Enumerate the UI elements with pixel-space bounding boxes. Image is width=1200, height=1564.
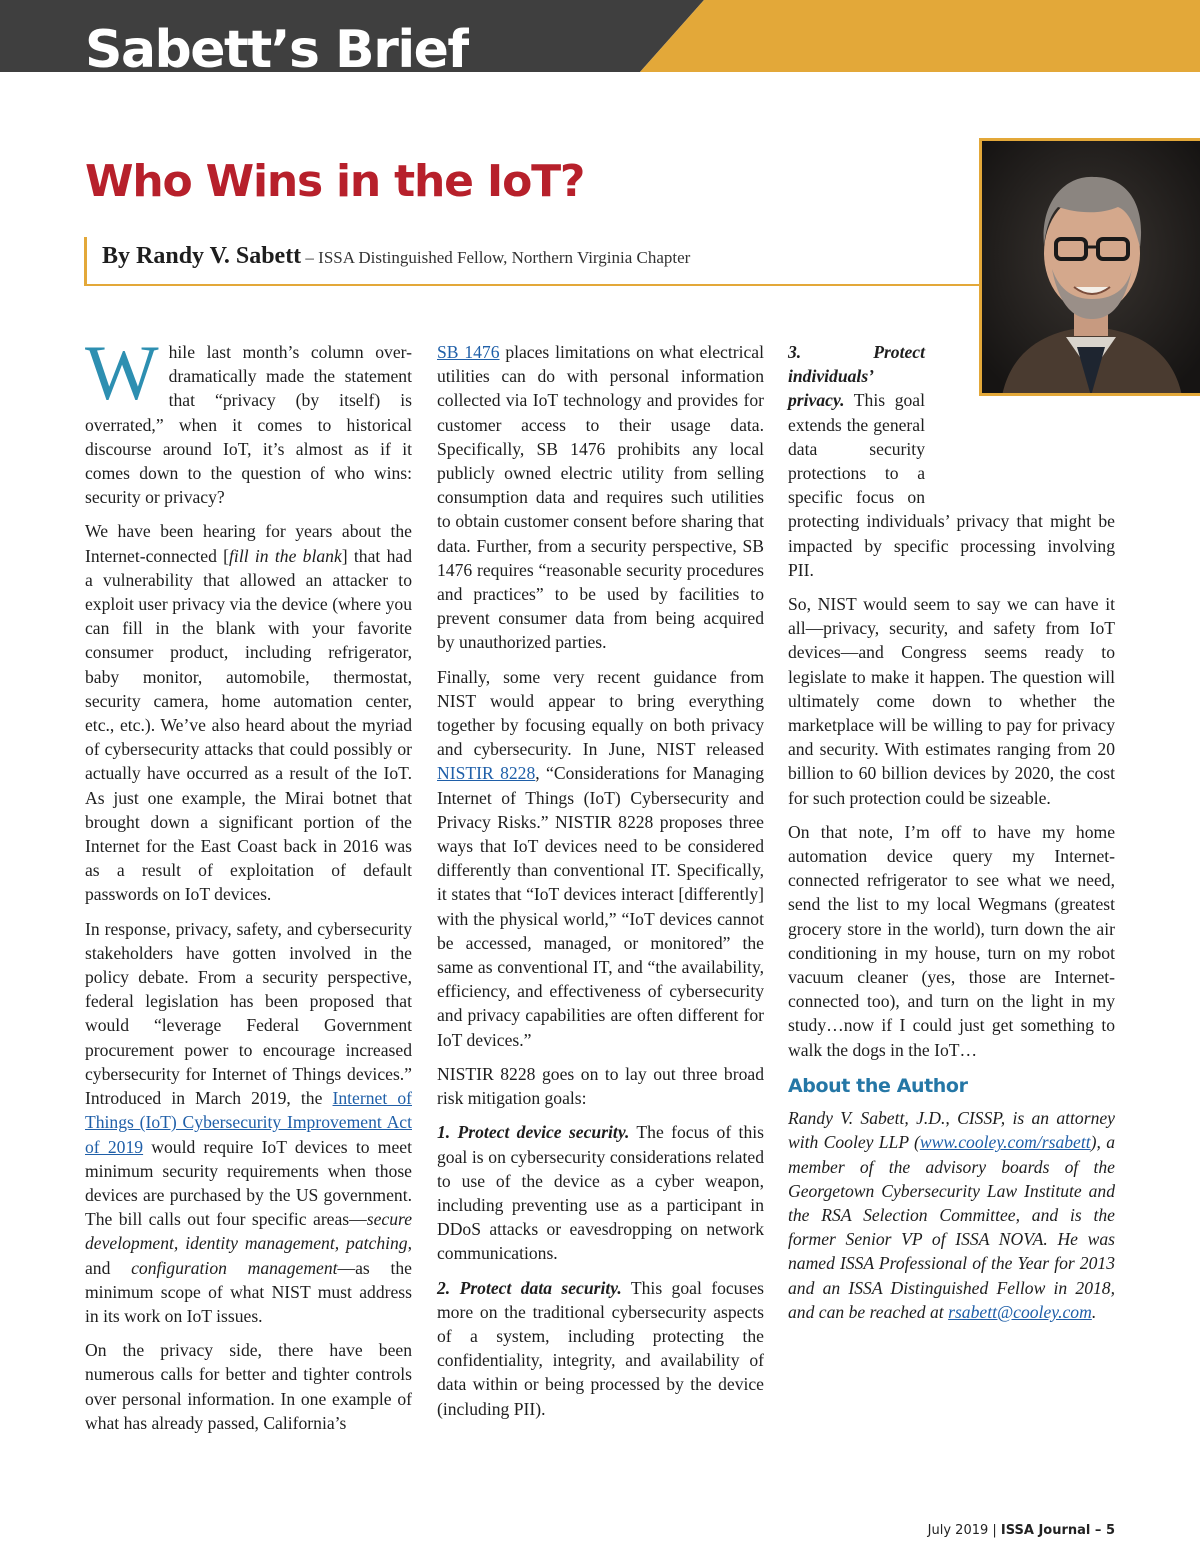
page-footer	[928, 1523, 1115, 1538]
goal-heading: 1. Protect device security.	[437, 1122, 630, 1143]
link-cooley-profile[interactable]: www.cooley.com/rsabett	[919, 1132, 1091, 1153]
about-author-heading: About the Author	[788, 1074, 968, 1097]
bio-text: ), a member of the advisory boards of the Georgetown Cybersecurity Law Institute and the RSA Selection Committee, and is the former Senior VP of ISSA NOVA. He was named ISSA Professional of the Year for 2013 and an ISSA Distinguished Fellow in 2018, and can be reached at	[788, 1132, 1115, 1322]
article-title: Who Wins in the IoT?	[85, 156, 585, 207]
paragraph-text: This goal focuses more on the traditional cybersecurity aspects of a system, including protecting the confidentiality, integrity, and availability of data within or being processed by the device (including PII).	[437, 1277, 764, 1419]
article-column-3	[788, 340, 1115, 1334]
link-nistir-8228[interactable]: NISTIR 8228	[437, 763, 536, 784]
paragraph-intro	[85, 329, 412, 509]
paragraph-text: Finally, some very recent guidance from NIST would appear to bring everything together by focusing equally on both privacy and cybersecurity. In June, NIST released	[437, 666, 764, 760]
paragraph-text: We have been hearing for years about the Internet-connected [	[85, 521, 412, 566]
paragraph-have-it-all: So, NIST would seem to say we can have it all—privacy, security, and safety from IoT devices—and Congress seems ready to legislate to make it happen. The question will ultimately come down to whether the marketplace will be willing to pay for privacy and security. With estimates ranging from 20 billion to 60 billion devices by 2020, the cost for such protection could be sizeable.	[788, 594, 1115, 808]
link-sb-1476[interactable]: SB 1476	[437, 342, 500, 362]
paragraph-sb1476	[437, 340, 764, 655]
goal-heading: 2. Protect data security.	[437, 1277, 622, 1298]
paragraph-text: would require IoT devices to meet minimum security requirements when those devices are purchased by the US government. The bill calls out four specific areas—	[85, 1136, 412, 1230]
emphasis-text: configuration management	[131, 1257, 338, 1278]
goal-heading: 3. Protect individuals’ privacy.	[788, 342, 925, 411]
paragraph-text: —as the minimum scope of what NIST must address in its work on IoT issues.	[85, 1257, 412, 1326]
paragraph-text: In response, privacy, safety, and cybersecurity stakeholders have gotten involved in the policy debate. From a security perspective, federal legislation has been proposed that would “leverage Federal Government procurement power to encourage increased cybersecurity for Internet of Things devices.” Introduced in March 2019, the	[85, 918, 412, 1109]
paragraph-text: On the privacy side, there have been numerous calls for better and tighter controls over personal information. In one example of what has already passed, California’s	[85, 1340, 412, 1433]
paragraph-text: This goal extends the general data security protections to a specific focus on protecting individuals’ privacy that might be impacted by specific processing involving PII.	[788, 390, 1115, 580]
paragraph-text: places limitations on what electrical utilities can do with personal information collected via IoT technology and provides for customer access to their usage data. Specifically, SB 1476 prohibits any local publicly owned electric utility from selling consumption data and requires such utilities to obtain customer consent before sharing that data. Further, from a security perspective, SB 1476 requires “reasonable security procedures and practices” to be used by facilities to prevent consumer data from being acquired by unauthorized parties.	[437, 342, 764, 653]
paragraph-vulnerabilities	[85, 519, 412, 906]
byline	[102, 240, 690, 274]
goal-device-security	[437, 1120, 764, 1265]
paragraph-text: The focus of this goal is on cybersecurity considerations related to use of the device as a cyber weapon, including preventing use as a participant in DDoS attacks or eavesdropping on network communications.	[437, 1122, 764, 1264]
paragraph-legislation	[85, 917, 412, 1328]
bio-text: Randy V. Sabett, J.D., CISSP, is an attorney with Cooley LLP (	[788, 1108, 1115, 1153]
paragraph-nist	[437, 665, 764, 1052]
author-bio	[788, 1106, 1115, 1324]
paragraph-text: ] that had a vulnerability that allowed an attacker to exploit user privacy via the device (where you can fill in the blank with your favorite consumer product, including refrigerator, baby monitor, automobile, thermostat, security camera, home automation center, etc., etc.). We’ve also heard about the myriad of cybersecurity attacks that could possibly or actually have occurred as a result of the IoT. As just one example, the Mirai botnet that brought down a significant portion of the Internet for the East Coast back in 2016 was as a result of exploitation of default passwords on IoT devices.	[85, 545, 413, 905]
emphasis-text: fill in the blank	[229, 545, 342, 566]
emphasis-text: secure development, identity management, patching,	[85, 1209, 412, 1254]
paragraph-privacy-side	[85, 1338, 412, 1435]
article-column-2	[437, 340, 764, 1431]
author-name: By Randy V. Sabett	[102, 243, 302, 269]
goal-data-security	[437, 1276, 764, 1421]
link-author-email[interactable]: rsabett@cooley.com	[948, 1301, 1092, 1322]
section-title: Sabett’s Brief	[85, 20, 469, 80]
drop-cap: W	[85, 329, 159, 416]
paragraph-text: hile last month’s column over-dramatically made the statement that “privacy (by itself) is overrated,” when it comes to historical discourse around IoT, it’s almost as if it comes down to the question of who wins: security or privacy?	[85, 342, 412, 508]
author-affiliation: – ISSA Distinguished Fellow, Northern Virginia Chapter	[301, 248, 691, 267]
paragraph-closing: On that note, I’m off to have my home automation device query my Internet-connected refrigerator to see what we need, send the list to my local Wegmans (greatest grocery store in the world), turn down the air conditioning in my house, turn on my robot vacuum cleaner (yes, those are Internet-connected too), and turn on the light in my study…now if I could just get something to walk the dogs in the IoT…	[788, 821, 1115, 1060]
link-iot-act[interactable]: Internet of Things (IoT) Cybersecurity Improvement Act of 2019	[85, 1088, 412, 1157]
article-column-1	[85, 329, 413, 1445]
byline-rule	[84, 284, 980, 286]
byline-accent-bar	[84, 237, 87, 285]
paragraph-text: and	[85, 1257, 132, 1278]
photo-wrap-space	[925, 340, 1115, 502]
paragraph-goals-intro: NISTIR 8228 goes on to lay out three broad risk mitigation goals:	[437, 1063, 764, 1109]
bio-text: .	[1091, 1301, 1097, 1322]
paragraph-text: , “Considerations for Managing Internet of Things (IoT) Cybersecurity and Privacy Risks.” NISTIR 8228 proposes three ways that IoT devices need to be considered differently than conventional IT. Specifically, it states that “IoT devices interact [differently] with the physical world,” “IoT devices cannot be accessed, managed, or monitored” the same as conventional IT, and “the availability, efficiency, and effectiveness of cybersecurity and privacy capabilities are often different for IoT devices.”	[437, 763, 765, 1050]
footer-date: July 2019 |	[927, 1523, 1001, 1538]
footer-journal-page: ISSA Journal – 5	[1000, 1523, 1115, 1538]
